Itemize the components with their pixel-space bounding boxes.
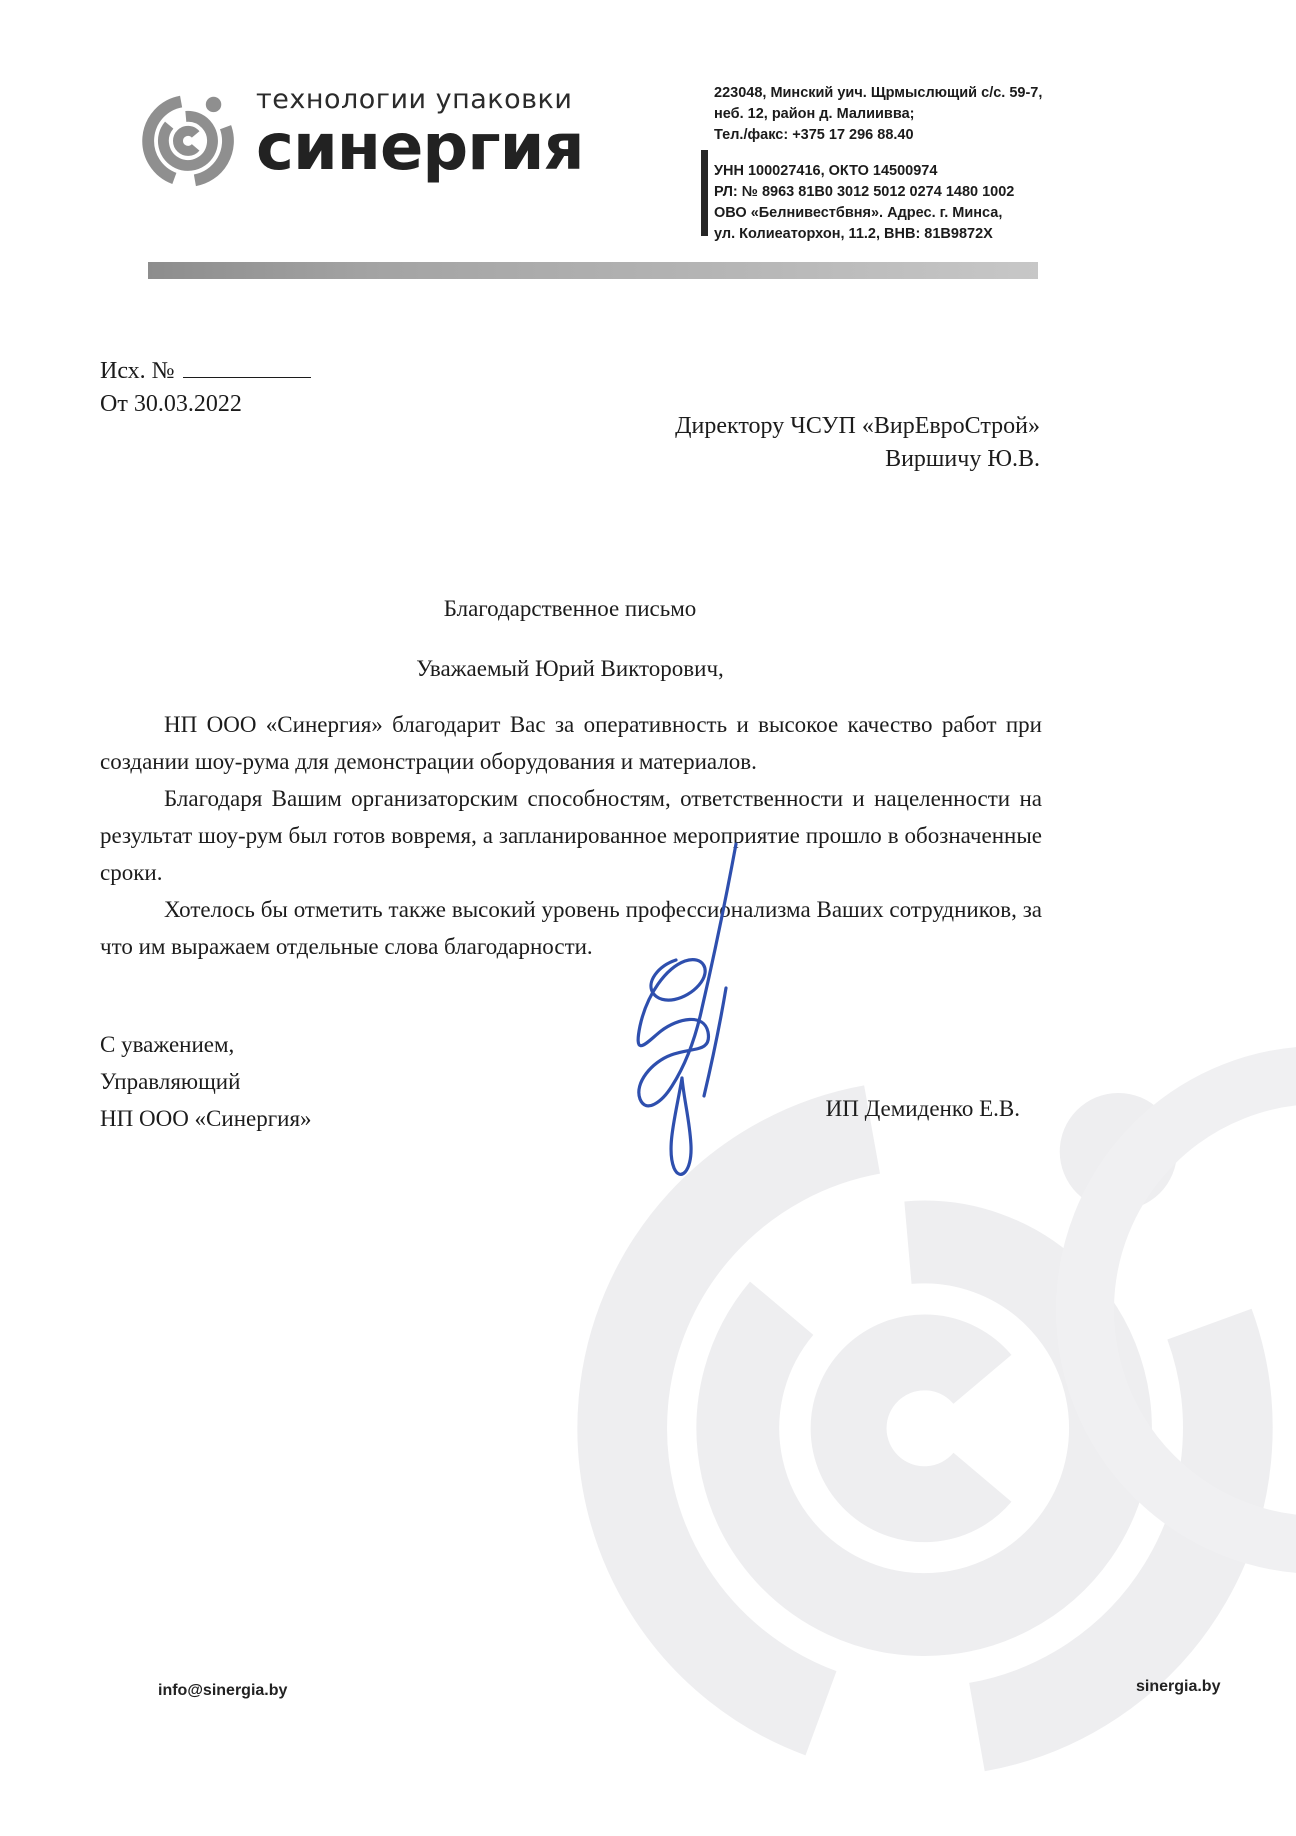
letter-date: От 30.03.2022 (100, 391, 242, 417)
signer-company: НП ООО «Синергия» (100, 1106, 312, 1131)
outgoing-number-label: Исх. № (100, 358, 175, 384)
footer-email: info@sinergia.by (158, 1682, 288, 1699)
letter-paragraph: Благодаря Вашим организаторским способностям, ответственности и нацеленности на результат шоу-рум был готов вовремя, а запланированное мероприятие прошло в обозначенные сроки. (100, 786, 1042, 885)
letter-paragraph: НП ООО «Синергия» благодарит Вас за оперативность и высокое качество работ при создании шоу-рума для демонстрации оборудования и материалов. (100, 712, 1042, 774)
closing-line: С уважением, (100, 1032, 235, 1057)
company-unn-line: УНН 100027416, ОКТО 14500974 (714, 163, 938, 179)
letter-body (100, 706, 1042, 965)
handwritten-signature (608, 838, 793, 1183)
company-bank-line: ОВО «Белнивестбвня». Адрес. г. Минса, (714, 205, 1003, 221)
company-address-line: 223048, Минский уич. Щрмыслющий с/с. 59-7, (714, 85, 1043, 101)
signer-name: ИП Демиденко Е.В. (825, 1096, 1020, 1121)
company-contact-block (714, 83, 1074, 245)
addressee-title: Директору ЧСУП «ВирЕвроСтрой» (675, 413, 1040, 439)
signature-closing-block (100, 1026, 312, 1137)
company-account-line: РЛ: № 8963 81В0 3012 5012 0274 1480 1002 (714, 184, 1015, 200)
letter-title: Благодарственное письмо (443, 596, 697, 621)
addressee-name: Виршичу Ю.В. (885, 446, 1040, 472)
scan-artifact-mark (701, 150, 708, 236)
logo-name: синергия (256, 111, 584, 185)
header-logo (138, 84, 584, 196)
company-address-line: неб. 12, район д. Малиивва; (714, 106, 915, 122)
addressee-block (540, 410, 1040, 476)
synergy-logo-icon (138, 84, 238, 196)
outgoing-number-blank (183, 357, 311, 378)
company-bank-line: ул. Колиеаторхон, 11.2, ВНВ: 81В9872Х (714, 226, 993, 242)
footer-website: sinergia.by (1136, 1678, 1221, 1695)
salutation: Уважаемый Юрий Викторович, (416, 656, 724, 681)
company-phone-line: Тел./факс: +375 17 296 88.40 (714, 127, 914, 143)
letter-paragraph: Хотелось бы отметить также высокий уровень профессионализма Ваших сотрудников, за что им выражаем отдельные слова благодарности. (100, 897, 1042, 959)
signer-position: Управляющий (100, 1069, 241, 1094)
logo-tagline: технологии упаковки (256, 84, 573, 115)
reference-block (100, 355, 311, 421)
header-divider-bar (148, 262, 1038, 279)
